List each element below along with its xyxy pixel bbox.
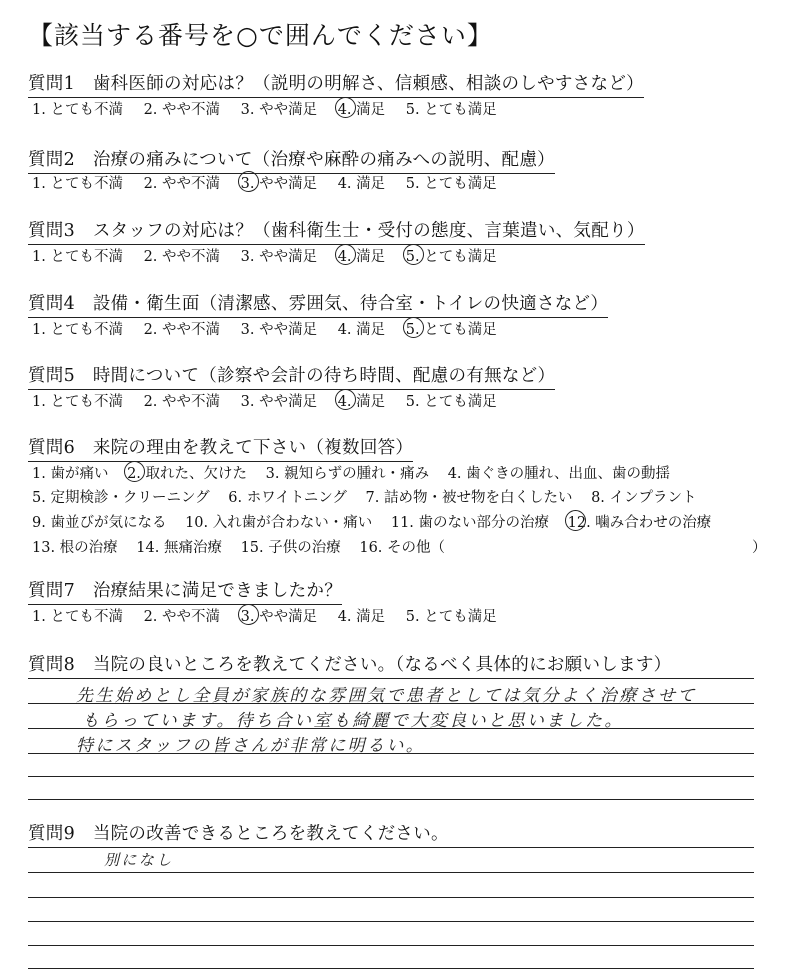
- q6-row-4: [32, 536, 459, 557]
- question-9-title: 質問9 当院の改善できるところを教えてください。: [28, 824, 449, 844]
- question-3-options: [32, 245, 513, 266]
- q7-option-1[interactable]: 1. とても不満: [32, 609, 123, 625]
- q8-answer-line-5: [28, 776, 754, 777]
- q9-answer-line-6: [28, 968, 754, 969]
- q6-option-13[interactable]: 13. 根の治療: [32, 540, 118, 556]
- q6-other-close-paren: ）: [752, 540, 767, 556]
- q6-option-1[interactable]: 1. 歯が痛い: [32, 466, 109, 482]
- q5-option-1[interactable]: 1. とても不満: [32, 394, 123, 410]
- q8-handwriting-line-2: もらっています。待ち合い室も綺麗で大変良いと思いました。: [82, 711, 624, 731]
- q3-option-2[interactable]: 2. やや不満: [143, 249, 221, 265]
- q2-option-2[interactable]: 2. やや不満: [143, 176, 221, 192]
- q1-option-5[interactable]: 5. とても満足: [405, 102, 497, 118]
- q6-option-2[interactable]: 2. 取れた、欠けた: [127, 462, 247, 483]
- q6-option-4[interactable]: 4. 歯ぐきの腫れ、出血、歯の動揺: [447, 466, 670, 482]
- q6-option-6[interactable]: 6. ホワイトニング: [228, 490, 347, 506]
- q4-option-1[interactable]: 1. とても不満: [32, 322, 123, 338]
- question-1-title: 質問1 歯科医師の対応は？（説明の明解さ、信頼感、相談のしやすさなど）: [28, 70, 644, 98]
- q9-answer-line-1: [28, 847, 754, 848]
- question-1-options: [32, 98, 513, 119]
- q5-option-3[interactable]: 3. やや満足: [240, 394, 318, 410]
- q4-option-2[interactable]: 2. やや不満: [143, 322, 221, 338]
- q2-option-5[interactable]: 5. とても満足: [405, 176, 497, 192]
- q6-option-10[interactable]: 10. 入れ歯が合わない・痛い: [185, 515, 373, 531]
- q9-handwriting-line-1: 別になし: [104, 851, 174, 869]
- q7-option-4[interactable]: 4. 満足: [337, 609, 386, 625]
- q3-option-5[interactable]: 5. とても満足: [406, 245, 497, 266]
- q6-option-15[interactable]: 15. 子供の治療: [240, 540, 341, 556]
- q1-option-2[interactable]: 2. やや不満: [143, 102, 221, 118]
- q8-handwriting-line-1: 先生始めとし全員が家族的な雰囲気で患者としては気分よく治療させて: [76, 686, 697, 706]
- q6-option-16[interactable]: 16. その他（: [359, 540, 446, 556]
- q2-option-4[interactable]: 4. 満足: [337, 176, 386, 192]
- q6-row-3: [32, 511, 725, 532]
- q9-answer-line-2: [28, 872, 754, 873]
- q7-option-2[interactable]: 2. やや不満: [143, 609, 221, 625]
- question-4-options: [32, 318, 513, 339]
- q6-row-1: [32, 462, 684, 483]
- q3-option-1[interactable]: 1. とても不満: [32, 249, 123, 265]
- q7-option-3[interactable]: 3. やや満足: [241, 605, 317, 626]
- q9-answer-line-5: [28, 945, 754, 946]
- q7-option-5[interactable]: 5. とても満足: [405, 609, 497, 625]
- question-4-title: 質問4 設備・衛生面（清潔感、雰囲気、待合室・トイレの快適さなど）: [28, 290, 608, 318]
- question-7-title: 質問7 治療結果に満足できましたか？: [28, 577, 342, 605]
- q6-option-14[interactable]: 14. 無痛治療: [136, 540, 222, 556]
- question-8-title: 質問8 当院の良いところを教えてください。（なるべく具体的にお願いします）: [28, 655, 672, 675]
- q6-option-9[interactable]: 9. 歯並びが気になる: [32, 515, 167, 531]
- q1-option-4[interactable]: 4. 満足: [338, 98, 385, 119]
- q6-option-11[interactable]: 11. 歯のない部分の治療: [390, 515, 550, 531]
- q5-option-4[interactable]: 4. 満足: [338, 390, 385, 411]
- q6-option-7[interactable]: 7. 詰め物・被せ物を白くしたい: [365, 490, 573, 506]
- question-5-title: 質問5 時間について（診察や会計の待ち時間、配慮の有無など）: [28, 362, 555, 390]
- q9-answer-line-3: [28, 897, 754, 898]
- q5-option-5[interactable]: 5. とても満足: [405, 394, 497, 410]
- question-3-title: 質問3 スタッフの対応は？（歯科衛生士・受付の態度、言葉遣い、気配り）: [28, 217, 645, 245]
- question-7-options: [32, 605, 513, 626]
- question-5-options: [32, 390, 513, 411]
- q4-option-5[interactable]: 5. とても満足: [406, 318, 497, 339]
- question-2-title: 質問2 治療の痛みについて（治療や麻酔の痛みへの説明、配慮）: [28, 146, 555, 174]
- q1-option-1[interactable]: 1. とても不満: [32, 102, 123, 118]
- q8-handwriting-line-3: 特にスタッフの皆さんが非常に明るい。: [76, 736, 426, 756]
- q6-option-3[interactable]: 3. 親知らずの腫れ・痛み: [265, 466, 430, 482]
- question-2-options: [32, 172, 513, 193]
- q6-row-2: [32, 486, 711, 507]
- q1-option-3[interactable]: 3. やや満足: [240, 102, 318, 118]
- q8-answer-line-1: [28, 678, 754, 679]
- q9-answer-line-4: [28, 921, 754, 922]
- q6-option-8[interactable]: 8. インプラント: [591, 490, 697, 506]
- q5-option-2[interactable]: 2. やや不満: [143, 394, 221, 410]
- question-6-title: 質問6 来院の理由を教えて下さい（複数回答）: [28, 434, 413, 462]
- q6-option-5[interactable]: 5. 定期検診・クリーニング: [32, 490, 210, 506]
- q4-option-3[interactable]: 3. やや満足: [240, 322, 318, 338]
- q4-option-4[interactable]: 4. 満足: [337, 322, 386, 338]
- q2-option-1[interactable]: 1. とても不満: [32, 176, 123, 192]
- q3-option-3[interactable]: 3. やや満足: [240, 249, 318, 265]
- q3-option-4[interactable]: 4. 満足: [338, 245, 385, 266]
- form-heading: 【該当する番号を○で囲んでください】: [28, 21, 493, 50]
- q8-answer-line-6: [28, 799, 754, 800]
- q2-option-3[interactable]: 3. やや満足: [241, 172, 317, 193]
- q6-option-12[interactable]: 12. 噛み合わせの治療: [568, 511, 712, 532]
